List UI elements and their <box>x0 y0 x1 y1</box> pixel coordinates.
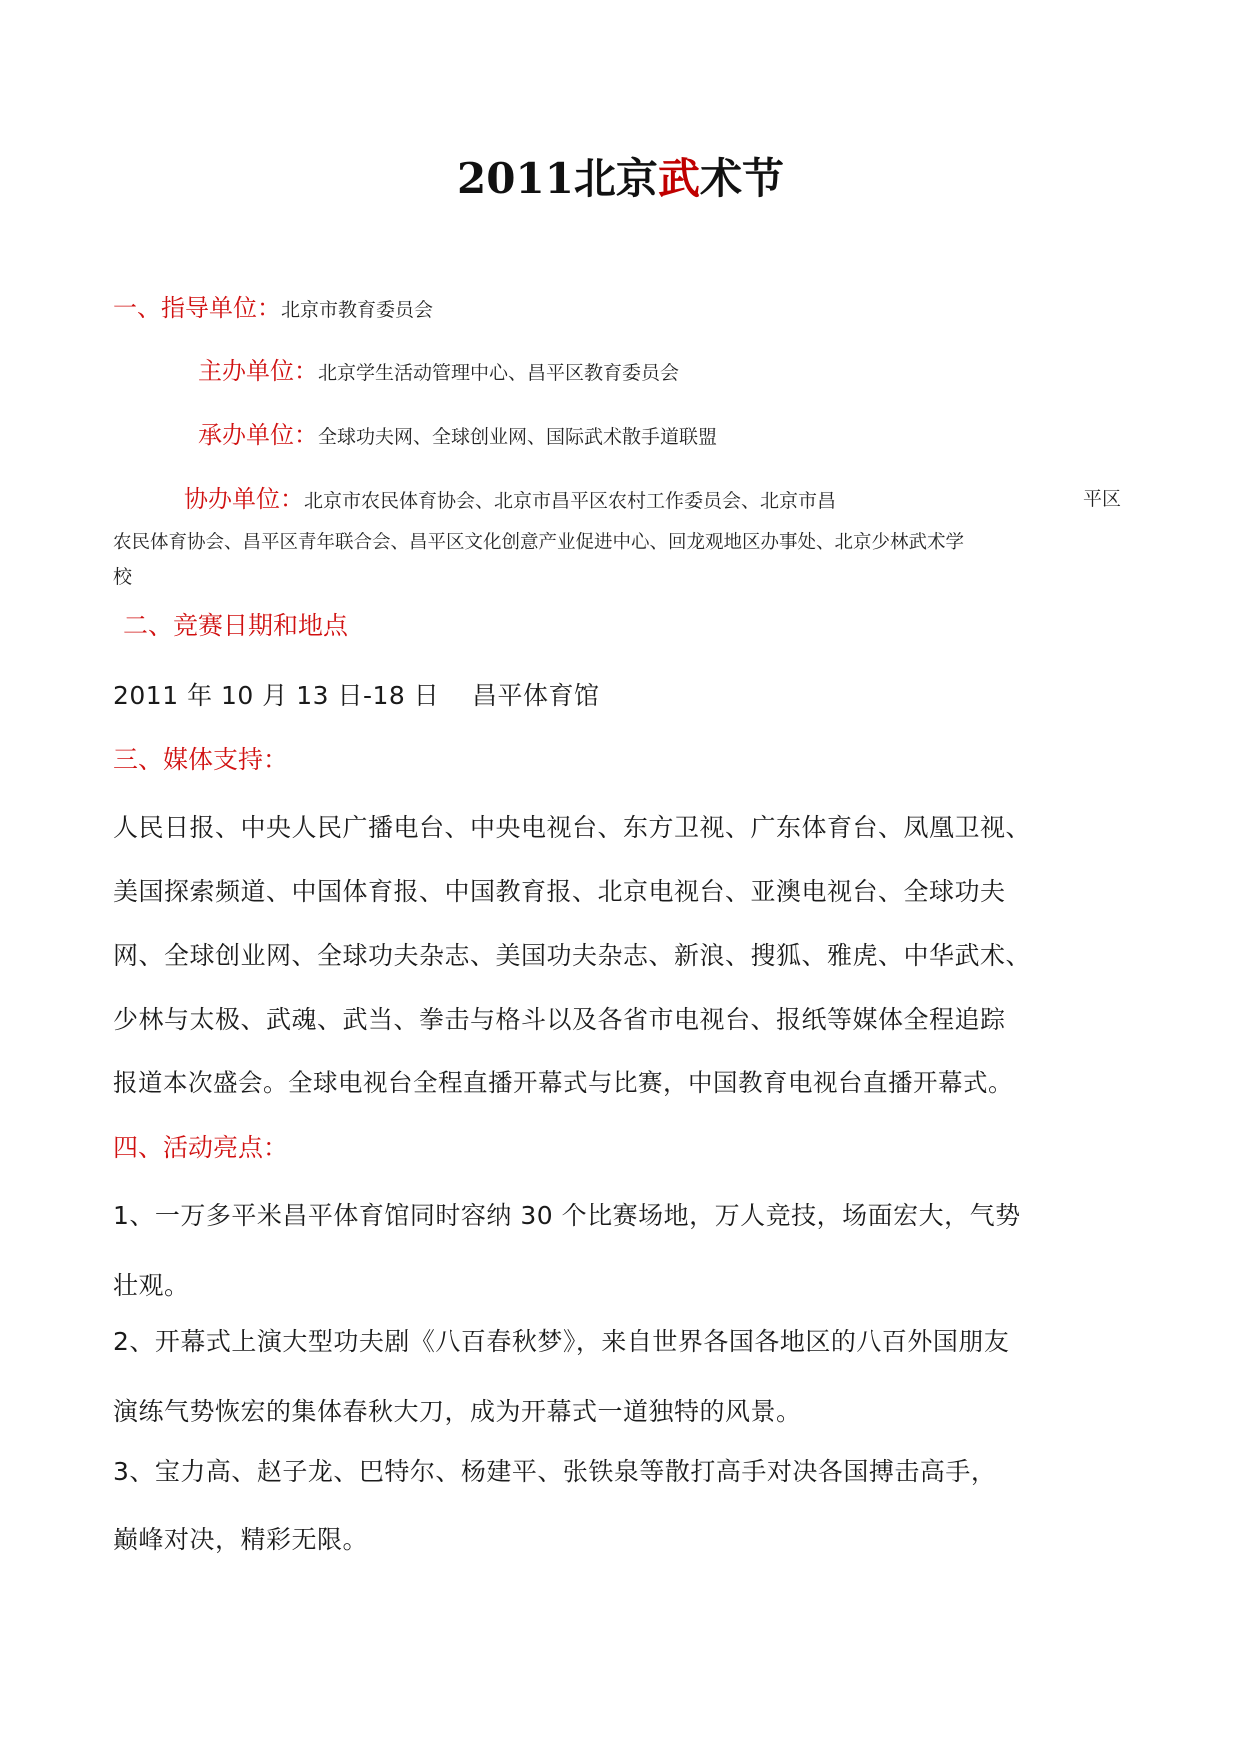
co-organizer-value-3: 校 <box>113 566 133 588</box>
title-suffix: 术节 <box>699 154 784 203</box>
guidance-heading: 一、指导单位： <box>113 294 281 322</box>
media-line: 网、全球创业网、全球功夫杂志、美国功夫杂志、新浪、搜狐、雅虎、中华武术、 <box>113 941 1032 970</box>
title-prefix: 2011北京 <box>457 154 658 203</box>
co-organizer-value-1: 北京市农民体育协会、北京市昌平区农村工作委员会、北京市昌 <box>304 490 837 512</box>
media-line: 少林与太极、武魂、武当、拳击与格斗以及各省市电视台、报纸等媒体全程追踪 <box>113 1005 1006 1034</box>
organizer-value: 全球功夫网、全球创业网、国际武术散手道联盟 <box>318 426 718 448</box>
event-date: 2011 年 10 月 13 日-18 日 <box>113 681 440 710</box>
organizer-row <box>198 415 717 450</box>
media-heading: 三、媒体支持： <box>113 745 289 774</box>
guidance-value: 北京市教育委员会 <box>281 299 434 321</box>
highlight-line: 巅峰对决，精彩无限。 <box>113 1525 369 1554</box>
host-value: 北京学生活动管理中心、昌平区教育委员会 <box>318 362 680 384</box>
co-organizer-value-1-end: 平区 <box>1083 488 1122 510</box>
highlight-line: 1、一万多平米昌平体育馆同时容纳 30 个比赛场地，万人竞技，场面宏大，气势 <box>113 1201 1021 1230</box>
highlight-line: 2、开幕式上演大型功夫剧《八百春秋梦》，来自世界各国各地区的八百外国朋友 <box>113 1327 1010 1356</box>
date-venue-heading: 二、竞赛日期和地点 <box>123 611 349 640</box>
highlight-line: 演练气势恢宏的集体春秋大刀，成为开幕式一道独特的风景。 <box>113 1397 802 1426</box>
highlight-line: 壮观。 <box>113 1271 190 1300</box>
title-highlight: 武 <box>657 154 700 203</box>
section-guidance <box>113 288 433 323</box>
host-label: 主办单位： <box>198 357 318 385</box>
media-line: 报道本次盛会。全球电视台全程直播开幕式与比赛，中国教育电视台直播开幕式。 <box>113 1068 1013 1097</box>
media-line: 人民日报、中央人民广播电台、中央电视台、东方卫视、广东体育台、凤凰卫视、 <box>113 813 1032 842</box>
page-title <box>0 154 1241 203</box>
media-line: 美国探索频道、中国体育报、中国教育报、北京电视台、亚澳电视台、全球功夫 <box>113 877 1006 906</box>
organizer-label: 承办单位： <box>198 421 318 449</box>
highlight-line: 3、宝力高、赵子龙、巴特尔、杨建平、张铁泉等散打高手对决各国搏击高手， <box>113 1457 997 1486</box>
co-organizer-value-2: 农民体育协会、昌平区青年联合会、昌平区文化创意产业促进中心、回龙观地区办事处、北京少林武术学 <box>113 532 965 553</box>
event-venue: 昌平体育馆 <box>472 681 600 710</box>
highlights-heading: 四、活动亮点： <box>113 1133 289 1162</box>
host-row <box>198 351 679 386</box>
co-organizer-row <box>184 479 836 514</box>
co-organizer-label: 协办单位： <box>184 485 304 513</box>
